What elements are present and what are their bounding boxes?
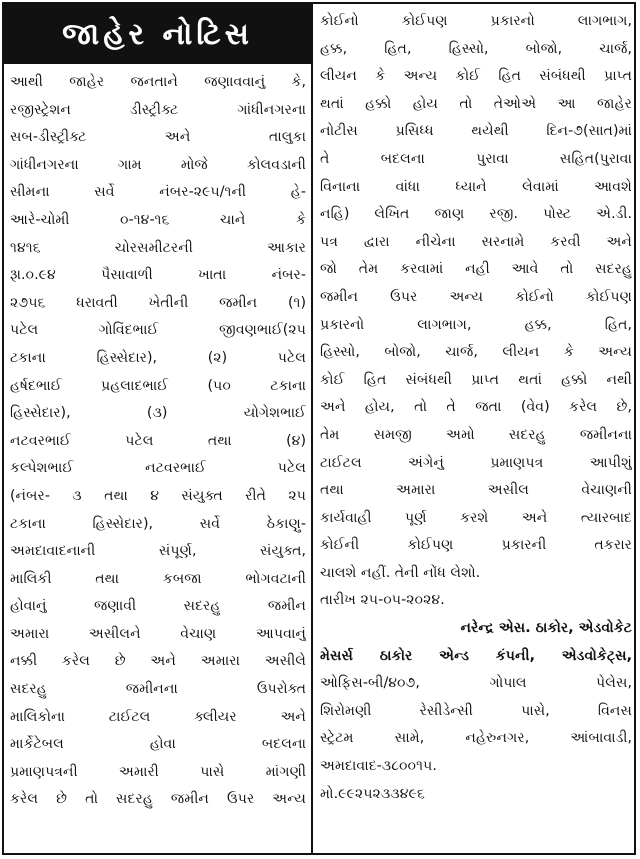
notice-text-line: તથા અમારા અસીલ વેચાણની — [320, 482, 632, 499]
notice-text-line: કોઈની કોઈપણ પ્રકારની તકરાર — [320, 537, 632, 554]
notice-text-line: સીમના સર્વે નંબર-૨૯૫/૧ની હે- — [10, 184, 306, 201]
notice-text-line: અમદાવાદનાની સંપૂર્ણ, સંયુક્ત, — [10, 543, 306, 560]
notice-text-line: જમીન ઉપર અન્ય કોઈનો કોઈપણ — [320, 288, 632, 305]
notice-text-line: આથી જાહેર જનતાને જણાવવાનું કે, — [10, 74, 306, 90]
notice-text-line: જો તેમ કરવામાં નહી આવે તો સદરહુ — [320, 261, 632, 278]
notice-text-line: ટાઈટલ અંગેનું પ્રમાણપત્ર આપીશું — [320, 454, 632, 471]
notice-text-line: પ્રકારનો લાગભાગ, હક્ક, હિત, — [320, 316, 632, 333]
notice-text-line: કાર્યવાહી પૂર્ણ કરશે અને ત્યારબાદ — [320, 509, 632, 526]
left-column — [10, 69, 306, 814]
notice-text-line: હિસ્સો, બોજો, ચાર્જ, લીયન કે અન્ય — [320, 344, 632, 361]
notice-text-line: વિનાના વાંધા ધ્યાને લેવામાં આવશે — [320, 178, 632, 195]
notice-text-line: પત્ર દ્વારા નીચેના સરનામે કરવી અને — [320, 233, 632, 250]
notice-text-line: નહિ) લેખિત જાણ રજી. પોસ્ટ એ.ડી. — [320, 206, 632, 223]
notice-text-line: (નંબર- ૩ તથા ૪ સંયુક્ત રીતે ૨૫ — [10, 487, 306, 504]
notice-text-line: માલિકોના ટાઈટલ ક્લીયર અને — [10, 708, 306, 725]
notice-text-line: અમારા અસીલને વેચાણ આપવાનું — [10, 625, 306, 642]
right-column — [320, 8, 632, 808]
notice-text-line: આરે-ચોમી ૦-૧૪-૧૬ ચાને કે — [10, 211, 306, 228]
notice-text-line: કોઈનો કોઈપણ પ્રકારનો લાગભાગ, — [320, 13, 632, 29]
notice-text-line: તેમ સમજી અમો સદરહુ જમીનના — [320, 426, 632, 443]
notice-text-line: રજીસ્ટ્રેશન ડીસ્ટ્રીક્ટ ગાંધીનગરના — [10, 101, 306, 118]
notice-text-line: ટકાના હિસ્સેદાર), સર્વે ઠેકાણુ- — [10, 515, 306, 532]
notice-text-line: નટવરભાઈ પટેલ તથા (૪) — [10, 432, 306, 449]
title-banner — [4, 4, 311, 64]
address-line-4: અમદાવાદ-૩૮૦૦૧૫. — [320, 758, 437, 775]
notice-text-line: હિસ્સેદાર), (૩) યોગેશભાઈ — [10, 405, 306, 422]
notice-text-line: માર્કેટેબલ હોવા બદલના — [10, 736, 306, 753]
phone-number: મો.૯૯૨૫૨૩૩૪૯૬ — [320, 785, 425, 802]
notice-text-line: કલ્પેશભાઈ નટવરભાઈ પટેલ — [10, 460, 306, 477]
notice-text-line: ૨૭૫૬ ધરાવતી ખેતીની જમીન (૧) — [10, 294, 306, 311]
notice-text-line: તે બદલના પુરાવા સહિત(પુરાવા — [320, 150, 632, 167]
column-divider — [311, 4, 313, 853]
notice-text-line: હોવાનું જણાવી સદરહુ જમીન — [10, 598, 306, 615]
advocate-name: નરેન્દ્ર એસ. ઠાકોર, એડવોકેટ — [460, 620, 632, 637]
notice-text-line: સબ-ડીસ્ટ્રીક્ટ અને તાલુકા — [10, 129, 306, 146]
notice-text-line: રૂા.૦.૯૪ પૈસાવાળી ખાતા નંબર- — [10, 267, 306, 284]
address-line-1: ઓફિસ-બી/૪૦૭, ગોપાલ પેલેસ, — [320, 675, 632, 692]
firm-name: મેસર્સ ઠાકોર એન્ડ કંપની, એડવોકેટ્સ, — [320, 647, 632, 664]
address-line-3: સ્ટ્રેટમ સામે, નહેરુનગર, આંબાવાડી, — [320, 730, 632, 747]
notice-date: તારીખ ૨૫-૦૫-૨૦૨૪. — [320, 592, 445, 609]
notice-text-line: હક્ક, હિત, હિસ્સો, બોજો, ચાર્જ, — [320, 40, 632, 57]
notice-text-line: માલિકી તથા કબજા ભોગવટાની — [10, 570, 306, 587]
notice-text-line: નક્કી કરેલ છે અને અમારા અસીલે — [10, 653, 306, 670]
notice-text-line: કોઈ હિત સંબંધથી પ્રાપ્ત થતાં હક્કો નથી — [320, 371, 632, 388]
notice-text-line: ૧૪૧૬ ચોરસમીટરની આકાર — [10, 239, 306, 256]
notice-text-line: હર્ષદભાઈ પ્રહલાદભાઈ (૫૦ ટકાના — [10, 377, 306, 394]
notice-text-line: ટકાના હિસ્સેદાર), (૨) પટેલ — [10, 349, 306, 366]
notice-text-line: સદરહુ જમીનના ઉપરોક્ત — [10, 681, 306, 698]
notice-text-line: પ્રમાણપત્રની અમારી પાસે માંગણી — [10, 763, 306, 780]
notice-text-line: ગાંધીનગરના ગામ મોજે કોલવડાની — [10, 156, 306, 173]
notice-text-line: લીયન કે અન્ય કોઈ હિત સંબંધથી પ્રાપ્ત — [320, 68, 632, 85]
notice-text-line: પટેલ ગોવિંદભાઈ જીવણભાઈ(૨૫ — [10, 322, 306, 339]
notice-text-line: થતાં હક્કો હોય તો તેઓએ આ જાહેર — [320, 95, 632, 112]
notice-text-line: કરેલ છે તો સદરહુ જમીન ઉપર અન્ય — [10, 791, 306, 808]
notice-title: જાહેર નોટિસ — [62, 16, 253, 52]
notice-text-line: અને હોય, તો તે જતા (વેવ) કરેલ છે, — [320, 399, 632, 416]
notice-text-line: નોટીસ પ્રસિધ્ધ થયેથી દિન-૭(સાત)માં — [320, 123, 632, 140]
notice-page — [2, 2, 636, 855]
address-line-2: શિરોમણી રેસીડેન્સી પાસે, વિનસ — [320, 702, 632, 719]
notice-text-line: ચાલશે નહીં. તેની નોંધ લેશો. — [320, 564, 481, 581]
